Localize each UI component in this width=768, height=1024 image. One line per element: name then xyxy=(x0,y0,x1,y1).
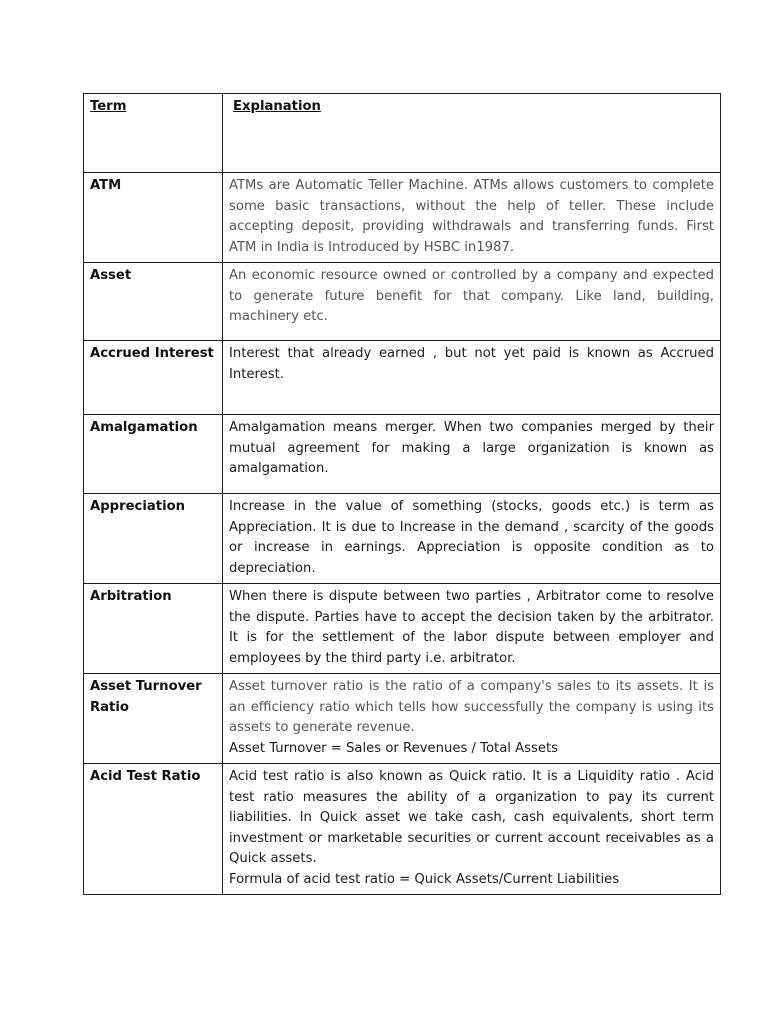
explanation-cell xyxy=(223,494,721,584)
formula-text: Formula of acid test ratio = Quick Assets/Current Liabilities xyxy=(229,871,620,887)
table-row xyxy=(84,764,721,895)
term-cell: Asset xyxy=(84,263,223,341)
explanation-cell xyxy=(223,584,721,674)
explanation-text: Increase in the value of something (stocks, goods etc.) is term as Appreciation. It is due to Increase in the demand , scarcity of the goods or increase in earnings. Appreciation is opposite condition as to depreciation. xyxy=(229,499,714,576)
glossary-table xyxy=(83,93,721,895)
table-row xyxy=(84,341,721,415)
explanation-text: When there is dispute between two parties , Arbitrator come to resolve the dispute. Parties have to accept the decision taken by the arbitrator. It is for the settlement of the labor dispute between employer and employees by the third party i.e. arbitrator. xyxy=(229,589,714,666)
explanation-cell xyxy=(223,263,721,341)
explanation-text: Acid test ratio is also known as Quick ratio. It is a Liquidity ratio . Acid test ratio measures the ability of a organization to pay its current liabilities. In Quick asset we take cash, cash equivalents, short term investment or marketable securities or current account receivables as a Quick assets. xyxy=(229,769,714,866)
explanation-text: Amalgamation means merger. When two companies merged by their mutual agreement for making a large organization is known as amalgamation. xyxy=(229,420,714,476)
term-cell: Asset Turnover Ratio xyxy=(84,674,223,764)
explanation-cell xyxy=(223,764,721,895)
explanation-header-cell xyxy=(223,94,721,173)
explanation-cell xyxy=(223,415,721,494)
explanation-text: Asset turnover ratio is the ratio of a company's sales to its assets. It is an efficiency ratio which tells how successfully the company is using its assets to generate revenue. xyxy=(229,679,714,735)
term-header: Term xyxy=(90,99,127,114)
table-row xyxy=(84,263,721,341)
term-cell: Accrued Interest xyxy=(84,341,223,415)
term-cell: ATM xyxy=(84,173,223,263)
term-cell: Acid Test Ratio xyxy=(84,764,223,895)
explanation-text: ATMs are Automatic Teller Machine. ATMs allows customers to complete some basic transactions, without the help of teller. These include accepting deposit, providing withdrawals and transferring funds. First ATM in India is Introduced by HSBC in1987. xyxy=(229,178,714,255)
explanation-header: Explanation xyxy=(233,99,321,114)
table-row xyxy=(84,415,721,494)
table-row xyxy=(84,584,721,674)
term-cell: Arbitration xyxy=(84,584,223,674)
explanation-cell xyxy=(223,173,721,263)
table-row xyxy=(84,674,721,764)
explanation-cell xyxy=(223,674,721,764)
table-row xyxy=(84,494,721,584)
table-row xyxy=(84,173,721,263)
explanation-text: An economic resource owned or controlled by a company and expected to generate future benefit for that company. Like land, building, machinery etc. xyxy=(229,268,714,324)
term-header-cell xyxy=(84,94,223,173)
table-header-row xyxy=(84,94,721,173)
term-cell: Appreciation xyxy=(84,494,223,584)
formula-text: Asset Turnover = Sales or Revenues / Total Assets xyxy=(229,740,559,756)
term-cell: Amalgamation xyxy=(84,415,223,494)
explanation-text: Interest that already earned , but not yet paid is known as Accrued Interest. xyxy=(229,346,714,382)
explanation-cell xyxy=(223,341,721,415)
